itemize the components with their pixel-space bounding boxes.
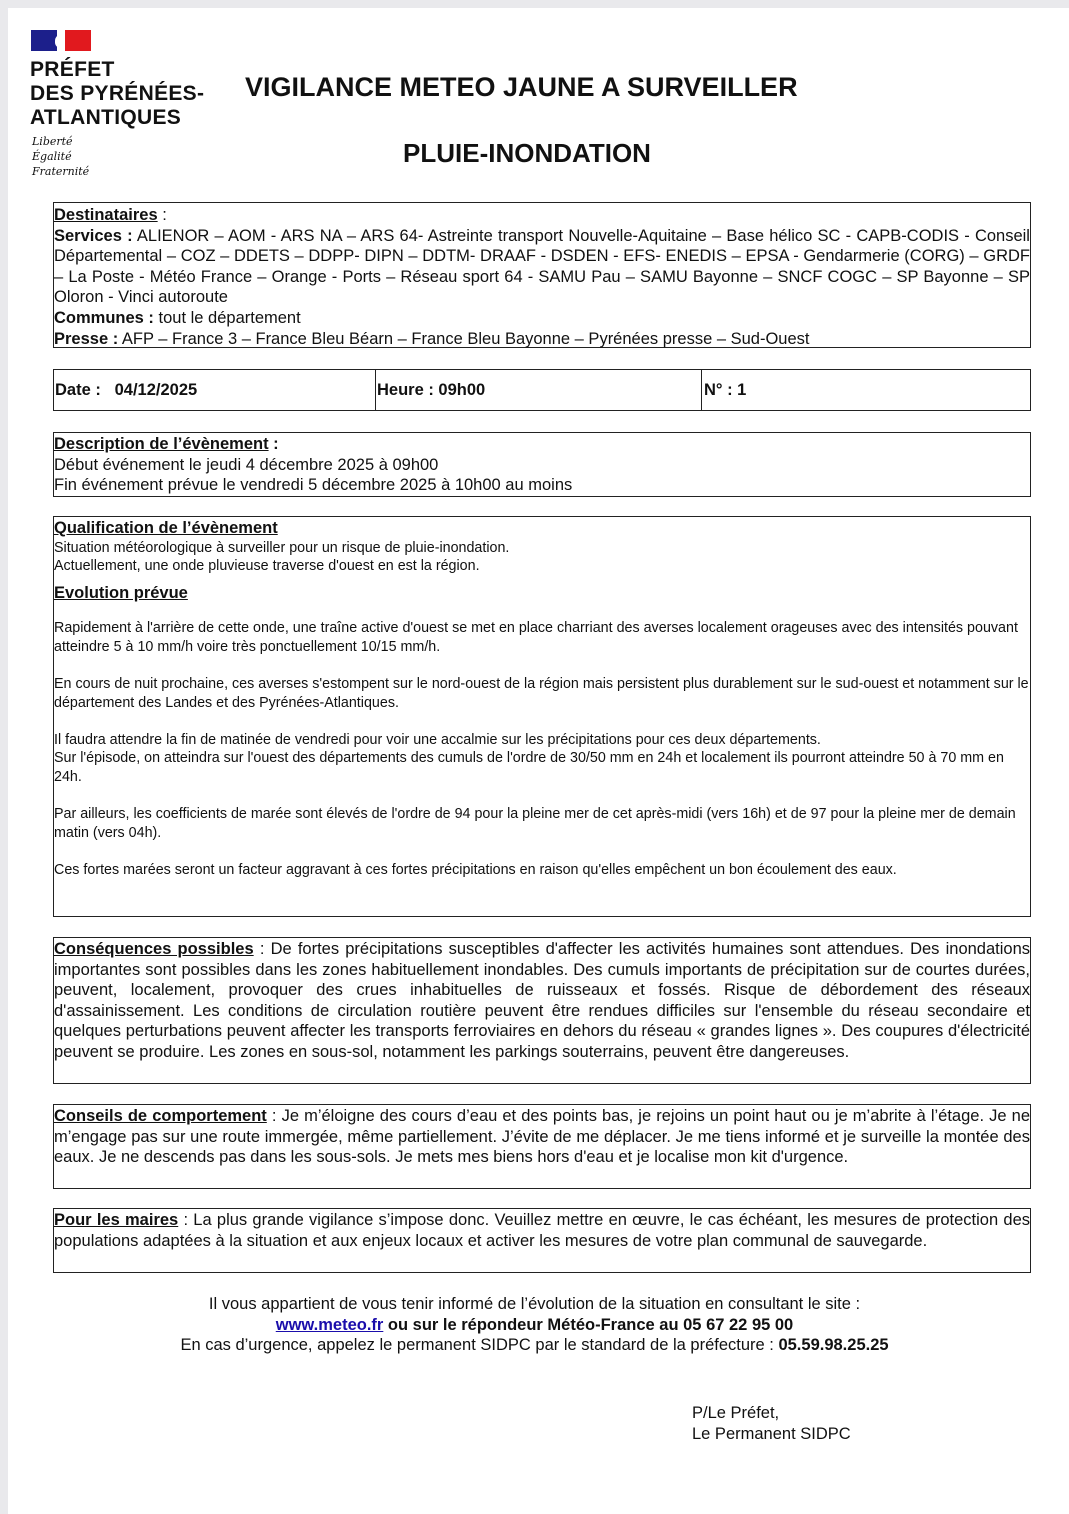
document-subtitle: PLUIE-INONDATION: [403, 138, 651, 168]
presse-line: Presse : AFP – France 3 – France Bleu Béarn – France Bleu Bayonne – Pyrénées presse – Sud-Ouest: [54, 329, 810, 348]
description-box: Description de l’évènement : Début événement le jeudi 4 décembre 2025 à 09h00 Fin événement prévue le vendredi 5 décembre 2025 à 10h00 au moins: [53, 432, 1031, 497]
evolution-heading: Evolution prévue: [54, 583, 188, 602]
prefecture-name: PRÉFET DES PYRÉNÉES- ATLANTIQUES: [30, 58, 205, 129]
qualification-heading: Qualification de l’évènement: [54, 519, 278, 537]
footer-line-1: Il vous appartient de vous tenir informé de l’évolution de la situation en consultant le site :: [208, 1295, 861, 1313]
communes-line: Communes : tout le département: [54, 308, 301, 327]
description-heading: Description de l’évènement: [54, 435, 269, 453]
qualification-box: [53, 516, 1031, 917]
marianne-flag-logo: [31, 30, 91, 51]
evolution-paragraph-3b: Sur l'épisode, on atteindra sur l'ouest des départements des cumuls de l'ordre de 30/50 mm en 24h et localement ils pourront atteindre 50 à 70 mm en 24h.: [54, 750, 1004, 785]
evolution-paragraph-5: Ces fortes marées seront un facteur aggravant à ces fortes précipitations en raison qu'elles empêchent un bon écoulement des eaux.: [54, 861, 897, 878]
footer-info: [0, 1294, 1069, 1356]
event-start: Début événement le jeudi 4 décembre 2025 à 09h00: [54, 455, 439, 474]
maires-box: [53, 1208, 1031, 1273]
date-info-box: [53, 369, 1031, 411]
qualification-line-1: Situation météorologique à surveiller pour un risque de pluie-inondation.: [54, 539, 510, 556]
consequences-text: : De fortes précipitations susceptibles d'affecter les activités humaines sont attendues. Des inondations importantes sont possibles dans les zones habituellement inondables. Des cumuls importants de précipitation sur de courtes durées, peuvent, localement, provoquer des crues inhabituelles de ruisseaux et fossés. Risque de débordement des réseaux d'assainissement. Les conditions de circulation routière peuvent être rendues difficiles sur l'ensemble du réseau secondaire et quelques perturbations peuvent affecter les transports ferroviaires en dehors du réseau « grandes lignes ». Des coupures d'électricité peuvent se produire. Les zones en sous-sol, notamment les parkings souterrains, peuvent être dangereuses.: [54, 940, 1030, 1061]
event-end: Fin événement prévue le vendredi 5 décembre 2025 à 10h00 au moins: [54, 476, 573, 495]
footer-line-2: www.meteo.fr ou sur le répondeur Météo-France au 05 67 22 95 00: [275, 1315, 794, 1334]
maires-text: : La plus grande vigilance s’impose donc. Veuillez mettre en œuvre, le cas échéant, les mesures de protection des populations adaptées à la situation et aux enjeux locaux et activer les mesures de votre plan communal de sauvegarde.: [54, 1211, 1030, 1250]
evolution-paragraph-3a: Il faudra attendre la fin de matinée de vendredi pour voir une accalmie sur les précipitations pour ces deux départements.: [54, 731, 821, 748]
conseils-text: : Je m’éloigne des cours d’eau et des points bas, je rejoins un point haut ou je m’abrite à l’étage. Je ne m’engage pas sur une route immergée, même partiellement. J’évite de me déplacer. Je me tiens informé et je surveille la montée des eaux. Je ne descends pas dans les sous-sols. Je mets mes biens hors d'eau et je localise mon kit d'urgence.: [54, 1107, 1030, 1167]
qualification-line-2: Actuellement, une onde pluvieuse traverse d'ouest en est la région.: [54, 558, 480, 575]
services-list: Services : ALIENOR – AOM - ARS NA – ARS 64- Astreinte transport Nouvelle-Aquitaine – Base hélico SC - CAPB-CODIS - Conseil Départemental – COZ – DDETS – DDPP- DIPN – DDTM- DRAAF - DSDEN - EFS- ENEDIS – EPSA - Gendarmerie (CORG) – GRDF – La Poste - Météo France – Orange - Ports – Réseau sport 64 - SAMU Pau – SAMU Bayonne – SNCF COGC – SP Bayonne – SP Oloron - Vinci autoroute: [54, 226, 1030, 307]
numero-field: N° : 1: [704, 381, 747, 399]
destinataires-box: Destinataires : Services : ALIENOR – AOM - ARS NA – ARS 64- Astreinte transport Nouvelle-Aquitaine – Base hélico SC - CAPB-CODIS - Conseil Départemental – COZ – DDETS – DDPP- DIPN – DDTM- DRAAF - DSDEN - EFS- ENEDIS – EPSA - Gendarmerie (CORG) – GRDF – La Poste - Météo France – Orange - Ports – Réseau sport 64 - SAMU Pau – SAMU Bayonne – SNCF COGC – SP Bayonne – SP Oloron - Vinci autoroute Communes : tout le département Presse : AFP – France 3 – France Bleu Béarn – France Bleu Bayonne – Pyrénées presse – Sud-Ouest: [53, 202, 1031, 348]
evolution-paragraph-4: Par ailleurs, les coefficients de marée sont élevés de l'ordre de 94 pour la pleine mer de cet après-midi (vers 16h) et de 97 pour la pleine mer de demain matin (vers 04h).: [54, 806, 1016, 841]
signature-block: P/Le Préfet, Le Permanent SIDPC: [692, 1404, 851, 1443]
document-title: VIGILANCE METEO JAUNE A SURVEILLER: [245, 72, 798, 102]
meteo-link[interactable]: www.meteo.fr: [275, 1315, 384, 1334]
evolution-paragraph-1: Rapidement à l'arrière de cette onde, une traîne active d'ouest se met en place charriant des averses localement orageuses avec des intensités pouvant atteindre 5 à 10 mm/h voire très ponctuellement 10/15 mm/h.: [54, 620, 1018, 655]
consequences-box: [53, 937, 1031, 1084]
republic-motto: Liberté Égalité Fraternité: [32, 135, 90, 178]
footer-line-3: En cas d’urgence, appelez le permanent SIDPC par le standard de la préfecture : 05.59.98.25.25: [180, 1336, 889, 1354]
conseils-heading: Conseils de comportement: [54, 1107, 267, 1125]
consequences-heading: Conséquences possibles: [54, 940, 254, 958]
evolution-paragraph-2: En cours de nuit prochaine, ces averses s'estompent sur le nord-ouest de la région mais persistent plus durablement sur le sud-ouest et notamment sur le département des Landes et des Pyrénées-Atlantiques.: [54, 676, 1029, 711]
conseils-box: [53, 1104, 1031, 1189]
date-field: Date : 04/12/2025: [55, 381, 198, 399]
prefecture-phone: 05.59.98.25.25: [778, 1336, 889, 1354]
heure-field: Heure : 09h00: [377, 381, 486, 399]
destinataires-heading: Destinataires: [54, 206, 158, 224]
maires-heading: Pour les maires: [54, 1211, 179, 1229]
